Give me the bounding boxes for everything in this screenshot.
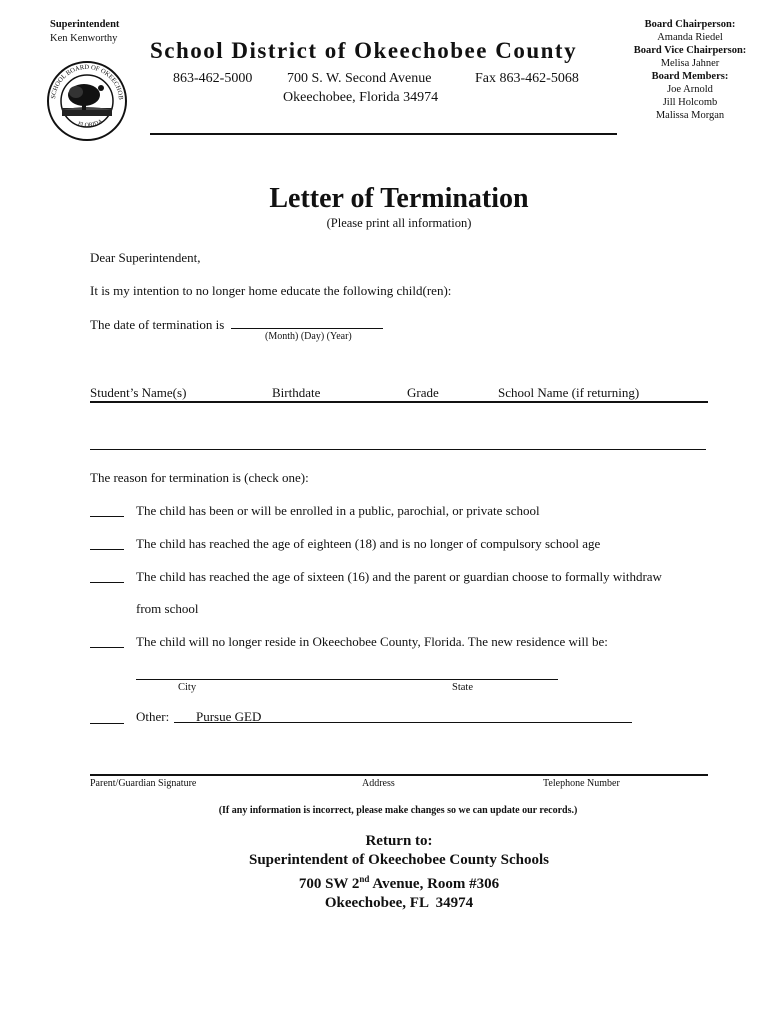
board-chair-title: Board Chairperson:	[644, 19, 736, 30]
option-text-3: The child has reached the age of sixteen (16) and the parent or guardian choose to formally withdraw	[136, 569, 662, 584]
superintendent-title: Superintendent	[50, 19, 120, 30]
district-phone: 863-462-5000	[173, 71, 253, 86]
termination-date-hint: (Month) (Day) (Year)	[265, 331, 352, 342]
signature-label-telephone: Telephone Number	[543, 778, 620, 789]
other-label: Other:	[136, 709, 170, 724]
new-residence-field[interactable]	[136, 679, 558, 680]
return-to-line2	[0, 870, 770, 894]
termination-date-label: The date of termination is	[90, 317, 225, 332]
option-text-1: The child has been or will be enrolled in a public, parochial, or private school	[136, 503, 540, 518]
option-checkbox-4[interactable]	[90, 647, 124, 648]
return-to-line3: Okeechobee, FL 34974	[324, 895, 474, 911]
correction-notice: (If any information is incorrect, please make changes so we can update our records.)	[218, 805, 578, 816]
option-checkbox-3[interactable]	[90, 582, 124, 583]
intro-text: It is my intention to no longer home educate the following child(ren):	[90, 283, 452, 298]
svg-text:FLORIDA	[77, 118, 104, 128]
option-checkbox-other[interactable]	[90, 723, 124, 724]
letter-title: Letter of Termination	[269, 183, 529, 214]
column-student-name: Student’s Name(s)	[90, 385, 187, 400]
other-field-value[interactable]: Pursue GED	[196, 709, 262, 724]
option-checkbox-1[interactable]	[90, 516, 124, 517]
superintendent-name: Ken Kenworthy	[50, 33, 118, 44]
header-divider	[150, 133, 617, 135]
city-label: City	[178, 682, 197, 693]
seal-tree-icon	[62, 84, 112, 116]
option-checkbox-2[interactable]	[90, 549, 124, 550]
signature-line[interactable]	[90, 774, 708, 776]
signature-label-guardian: Parent/Guardian Signature	[90, 778, 197, 789]
district-name: School District of Okeechobee County	[150, 38, 578, 63]
district-fax: Fax 863-462-5068	[475, 71, 579, 86]
return-to-line2-post: Avenue, Room #306	[369, 876, 500, 892]
return-to-line2-pre: 700 SW 2	[298, 876, 360, 892]
column-birthdate: Birthdate	[272, 385, 321, 400]
board-list	[620, 18, 760, 122]
board-chair-name: Amanda Riedel	[657, 32, 723, 43]
return-to-line1: Superintendent of Okeechobee County Schools	[248, 852, 550, 868]
board-member: Jill Holcomb	[662, 97, 718, 108]
return-to-block	[0, 832, 770, 913]
board-vice-title: Board Vice Chairperson:	[633, 45, 747, 56]
seal-top-text: SCHOOL BOARD OF OKEECHOB	[50, 63, 125, 101]
column-school-name: School Name (if returning)	[498, 385, 640, 400]
termination-date-field[interactable]	[231, 315, 383, 329]
column-grade: Grade	[407, 385, 439, 400]
board-member: Malissa Morgan	[655, 110, 725, 121]
district-address-line2: Okeechobee, Florida 34974	[283, 90, 439, 105]
seal-bottom-text: FLORIDA	[77, 118, 104, 129]
option-text-4: The child will no longer reside in Okeechobee County, Florida. The new residence will be:	[136, 634, 608, 649]
return-to-line2-sup: nd	[359, 874, 370, 884]
board-member: Joe Arnold	[667, 84, 713, 95]
district-seal-logo	[46, 60, 128, 142]
letter-subtitle: (Please print all information)	[326, 216, 472, 230]
signature-label-address: Address	[362, 778, 395, 789]
option-text-2: The child has reached the age of eighteen (18) and is no longer of compulsory school age	[136, 536, 601, 551]
reason-intro: The reason for termination is (check one):	[90, 470, 309, 485]
table-header-rule	[90, 401, 708, 403]
board-members-title: Board Members:	[651, 71, 729, 82]
state-label: State	[452, 682, 473, 693]
return-to-heading: Return to:	[365, 833, 433, 849]
board-vice-name: Melisa Jahner	[660, 58, 720, 69]
student-entry-line[interactable]	[90, 449, 706, 450]
salutation: Dear Superintendent,	[90, 250, 201, 265]
district-address-line1: 700 S. W. Second Avenue	[287, 71, 432, 86]
option-text-3-continuation: from school	[136, 601, 199, 616]
